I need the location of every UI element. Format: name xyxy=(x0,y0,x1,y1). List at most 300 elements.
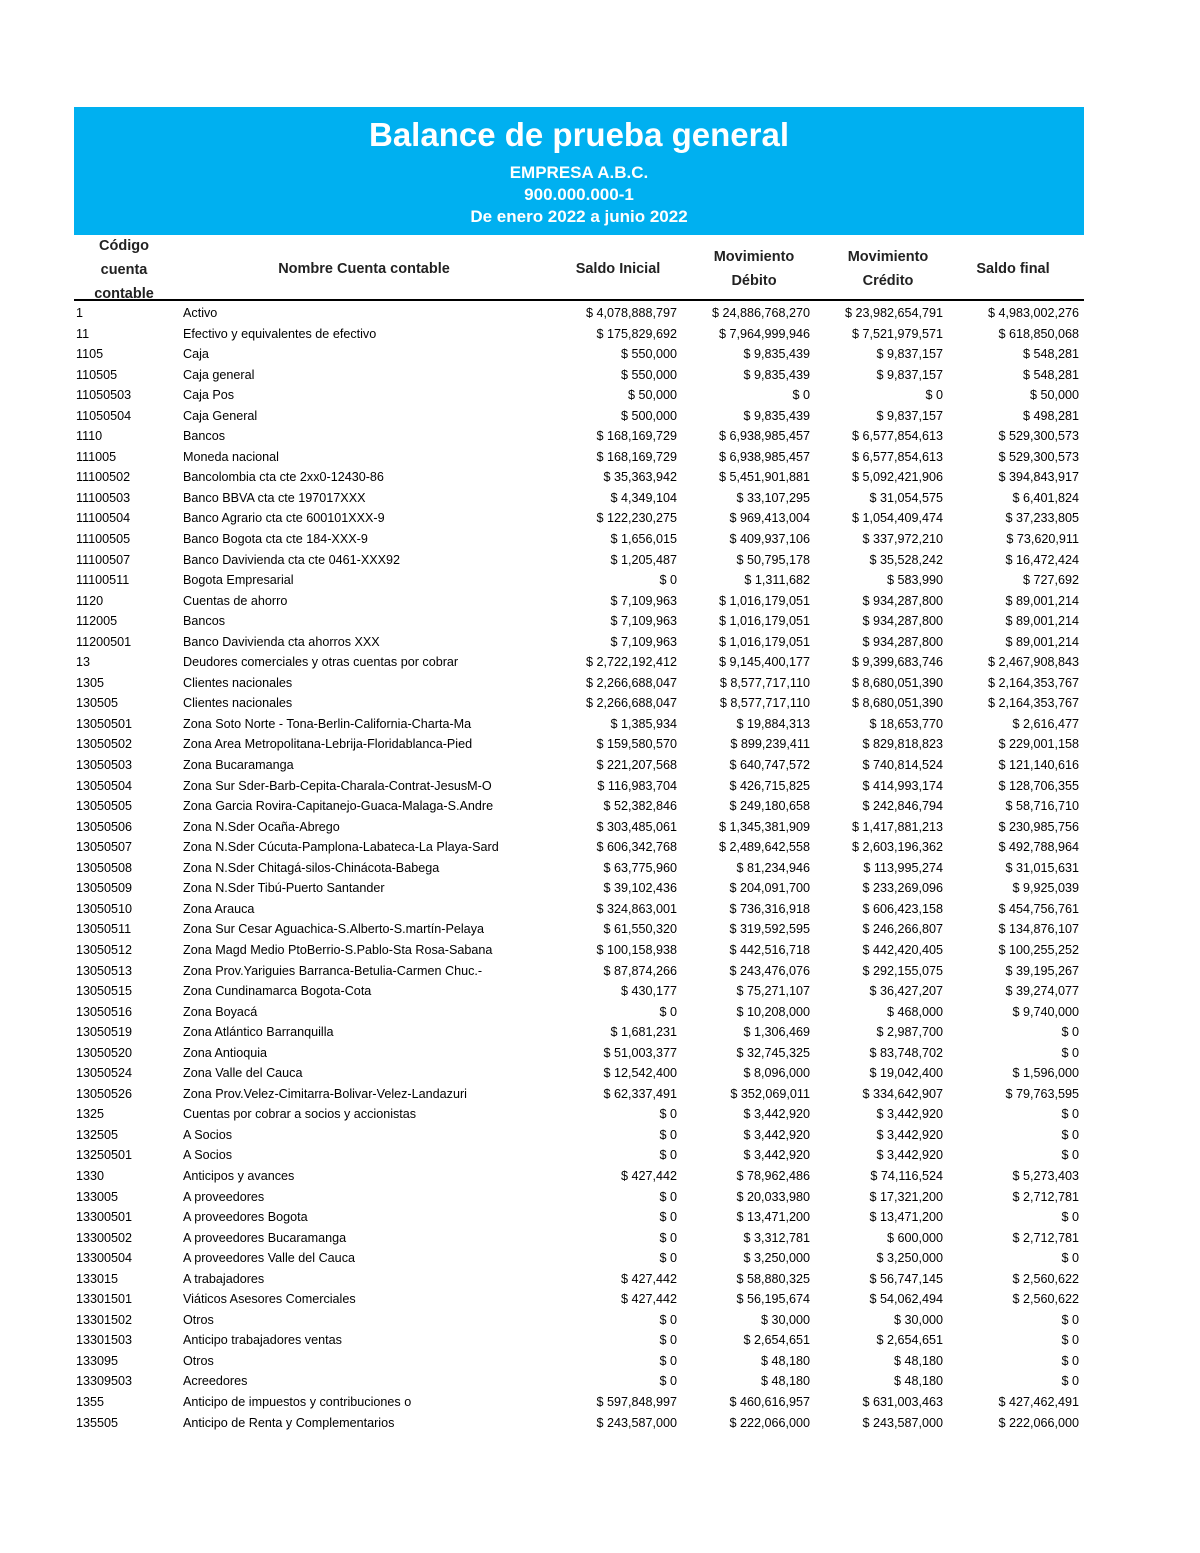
saldo-final: $ 37,233,805 xyxy=(1005,511,1079,526)
saldo-final: $ 529,300,573 xyxy=(998,429,1079,444)
movimiento-debito: $ 409,937,106 xyxy=(729,532,810,547)
saldo-inicial: $ 52,382,846 xyxy=(603,799,677,814)
table-row xyxy=(74,1063,1084,1084)
movimiento-debito: $ 2,489,642,558 xyxy=(718,840,810,855)
account-name: Banco Bogota cta cte 184-XXX-9 xyxy=(183,532,368,547)
account-code: 13300502 xyxy=(76,1230,133,1245)
table-row xyxy=(74,858,1084,879)
account-name: Clientes nacionales xyxy=(183,696,293,711)
movimiento-credito: $ 9,399,683,746 xyxy=(851,655,943,670)
saldo-inicial: $ 100,158,938 xyxy=(596,942,677,957)
saldo-final: $ 58,716,710 xyxy=(1005,799,1079,814)
saldo-inicial: $ 7,109,963 xyxy=(610,593,677,608)
saldo-inicial: $ 0 xyxy=(659,1107,677,1122)
saldo-final: $ 2,164,353,767 xyxy=(987,675,1079,690)
movimiento-debito: $ 10,208,000 xyxy=(736,1004,810,1019)
account-code: 13050503 xyxy=(76,758,133,773)
movimiento-debito: $ 5,451,901,881 xyxy=(718,470,810,485)
account-name: Zona N.Sder Chitagá-silos-Chinácota-Babega xyxy=(183,860,440,875)
saldo-inicial: $ 606,342,768 xyxy=(596,840,677,855)
movimiento-credito: $ 17,321,200 xyxy=(869,1189,943,1204)
movimiento-debito: $ 243,476,076 xyxy=(729,963,810,978)
saldo-final: $ 0 xyxy=(1061,1312,1079,1327)
saldo-final: $ 2,560,622 xyxy=(1012,1292,1079,1307)
account-name: Bancos xyxy=(183,429,226,444)
saldo-inicial: $ 0 xyxy=(659,1230,677,1245)
saldo-inicial: $ 2,722,192,412 xyxy=(585,655,677,670)
account-name: Acreedores xyxy=(183,1374,248,1389)
saldo-final: $ 100,255,252 xyxy=(998,942,1079,957)
table-row xyxy=(74,1248,1084,1269)
table-row xyxy=(74,673,1084,694)
saldo-final: $ 0 xyxy=(1061,1148,1079,1163)
movimiento-credito: $ 3,250,000 xyxy=(876,1251,943,1266)
account-name: Zona Boyacá xyxy=(183,1004,258,1019)
account-code: 13050502 xyxy=(76,737,133,752)
account-code: 11100503 xyxy=(76,490,131,505)
account-code: 13301501 xyxy=(76,1292,133,1307)
account-code: 13050516 xyxy=(76,1004,133,1019)
movimiento-credito: $ 3,442,920 xyxy=(876,1148,943,1163)
table-row xyxy=(74,940,1084,961)
movimiento-debito: $ 1,016,179,051 xyxy=(718,634,810,649)
movimiento-credito: $ 1,417,881,213 xyxy=(851,819,943,834)
table-row xyxy=(74,1084,1084,1105)
table-row xyxy=(74,426,1084,447)
account-name: Zona Soto Norte - Tona-Berlin-California-Charta-Ma xyxy=(183,716,472,731)
account-code: 1330 xyxy=(76,1168,105,1183)
column-header-saldo-inicial: Saldo Inicial xyxy=(575,261,661,277)
saldo-final: $ 2,616,477 xyxy=(1012,716,1079,731)
account-code: 13050504 xyxy=(76,778,133,793)
movimiento-debito: $ 13,471,200 xyxy=(736,1210,810,1225)
column-header-movimiento-credito-line1: Movimiento xyxy=(847,249,929,265)
table-row xyxy=(74,981,1084,1002)
movimiento-debito: $ 3,250,000 xyxy=(743,1251,810,1266)
movimiento-credito: $ 631,003,463 xyxy=(862,1394,943,1409)
table-row xyxy=(74,591,1084,612)
movimiento-credito: $ 243,587,000 xyxy=(862,1415,943,1430)
account-name: A Socios xyxy=(183,1148,233,1163)
table-row xyxy=(74,1351,1084,1372)
table-row xyxy=(74,467,1084,488)
account-name: Banco BBVA cta cte 197017XXX xyxy=(183,490,366,505)
saldo-final: $ 89,001,214 xyxy=(1005,593,1079,608)
saldo-final: $ 9,740,000 xyxy=(1012,1004,1079,1019)
movimiento-credito: $ 442,420,405 xyxy=(862,942,943,957)
movimiento-credito: $ 934,287,800 xyxy=(862,634,943,649)
table-row xyxy=(74,1166,1084,1187)
saldo-final: $ 394,843,917 xyxy=(998,470,1079,485)
column-header-movimiento-debito xyxy=(684,245,824,293)
account-code: 1120 xyxy=(76,593,104,608)
movimiento-credito: $ 292,155,075 xyxy=(862,963,943,978)
table-row xyxy=(74,303,1084,324)
account-name: Zona Sur Cesar Aguachica-S.Alberto-S.martín-Pelaya xyxy=(183,922,484,937)
account-code: 13050508 xyxy=(76,860,133,875)
saldo-final: $ 2,560,622 xyxy=(1012,1271,1079,1286)
movimiento-credito: $ 242,846,794 xyxy=(862,799,943,814)
saldo-inicial: $ 1,656,015 xyxy=(610,532,677,547)
saldo-final: $ 9,925,039 xyxy=(1012,881,1079,896)
account-code: 1105 xyxy=(76,347,104,362)
column-header-code xyxy=(74,234,174,306)
saldo-final: $ 1,596,000 xyxy=(1012,1066,1079,1081)
account-code: 13050519 xyxy=(76,1025,133,1040)
saldo-final: $ 2,712,781 xyxy=(1012,1189,1079,1204)
movimiento-debito: $ 442,516,718 xyxy=(729,942,810,957)
saldo-final: $ 548,281 xyxy=(1022,347,1079,362)
table-row xyxy=(74,652,1084,673)
account-code: 11050504 xyxy=(76,408,132,423)
saldo-final: $ 0 xyxy=(1061,1127,1079,1142)
table-row xyxy=(74,1002,1084,1023)
saldo-final: $ 0 xyxy=(1061,1210,1079,1225)
account-name: Anticipo de impuestos y contribuciones o xyxy=(183,1394,412,1409)
saldo-inicial: $ 4,078,888,797 xyxy=(585,306,677,320)
saldo-final: $ 4,983,002,276 xyxy=(987,306,1079,320)
account-name: Otros xyxy=(183,1312,214,1327)
movimiento-debito: $ 48,180 xyxy=(760,1374,810,1389)
saldo-inicial: $ 0 xyxy=(659,1374,677,1389)
table-row xyxy=(74,693,1084,714)
saldo-inicial: $ 427,442 xyxy=(620,1292,677,1307)
account-code: 1355 xyxy=(76,1394,105,1409)
account-code: 13050513 xyxy=(76,963,133,978)
movimiento-debito: $ 3,442,920 xyxy=(743,1127,810,1142)
movimiento-debito: $ 426,715,825 xyxy=(729,778,810,793)
table-row xyxy=(74,899,1084,920)
saldo-inicial: $ 550,000 xyxy=(620,347,677,362)
account-code: 11100507 xyxy=(76,552,131,567)
movimiento-credito: $ 9,837,157 xyxy=(876,367,943,382)
movimiento-credito: $ 23,982,654,791 xyxy=(844,306,943,320)
saldo-inicial: $ 168,169,729 xyxy=(596,429,677,444)
table-row xyxy=(74,550,1084,571)
movimiento-credito: $ 6,577,854,613 xyxy=(851,429,943,444)
account-name: Banco Davivienda cta ahorros XXX xyxy=(183,634,380,649)
account-code: 130505 xyxy=(76,696,119,711)
table-row xyxy=(74,796,1084,817)
table-row xyxy=(74,734,1084,755)
account-name: Zona Prov.Yariguies Barranca-Betulia-Carmen Chuc.- xyxy=(183,963,483,978)
column-header-saldo-final: Saldo final xyxy=(976,261,1050,277)
movimiento-debito: $ 30,000 xyxy=(760,1312,810,1327)
saldo-inicial: $ 87,874,266 xyxy=(603,963,677,978)
saldo-inicial: $ 159,580,570 xyxy=(596,737,677,752)
account-name: Bancolombia cta cte 2xx0-12430-86 xyxy=(183,470,384,485)
table-row xyxy=(74,385,1084,406)
account-name: Bogota Empresarial xyxy=(183,573,294,588)
account-code: 13050515 xyxy=(76,984,133,999)
account-code: 13050501 xyxy=(76,716,133,731)
movimiento-debito: $ 9,145,400,177 xyxy=(718,655,810,670)
movimiento-credito: $ 48,180 xyxy=(893,1374,943,1389)
account-code: 13300501 xyxy=(76,1210,133,1225)
movimiento-debito: $ 969,413,004 xyxy=(729,511,810,526)
company-name: EMPRESA A.B.C. xyxy=(509,163,649,182)
movimiento-credito: $ 468,000 xyxy=(886,1004,943,1019)
saldo-final: $ 230,985,756 xyxy=(998,819,1079,834)
saldo-inicial: $ 0 xyxy=(659,573,677,588)
saldo-inicial: $ 175,829,692 xyxy=(596,326,677,341)
movimiento-debito: $ 249,180,658 xyxy=(729,799,810,814)
saldo-inicial: $ 7,109,963 xyxy=(610,634,677,649)
movimiento-debito: $ 48,180 xyxy=(760,1353,810,1368)
saldo-final: $ 529,300,573 xyxy=(998,449,1079,464)
table-row xyxy=(74,1269,1084,1290)
table-row xyxy=(74,714,1084,735)
movimiento-debito: $ 3,312,781 xyxy=(743,1230,810,1245)
table-row xyxy=(74,632,1084,653)
account-name: A Socios xyxy=(183,1127,233,1142)
movimiento-debito: $ 736,316,918 xyxy=(729,901,810,916)
movimiento-credito: $ 829,818,823 xyxy=(862,737,943,752)
saldo-inicial: $ 62,337,491 xyxy=(603,1086,677,1101)
account-name: Zona Bucaramanga xyxy=(183,758,294,773)
saldo-final: $ 454,756,761 xyxy=(998,901,1079,916)
account-name: Zona Arauca xyxy=(183,901,255,916)
account-code: 11100511 xyxy=(76,573,130,588)
account-name: Deudores comerciales y otras cuentas por cobrar xyxy=(183,655,459,670)
saldo-final: $ 0 xyxy=(1061,1353,1079,1368)
table-row xyxy=(74,1371,1084,1392)
saldo-inicial: $ 61,550,320 xyxy=(603,922,677,937)
account-name: Zona Garcia Rovira-Capitanejo-Guaca-Malaga-S.Andre xyxy=(183,799,494,814)
account-name: Otros xyxy=(183,1353,214,1368)
account-name: A proveedores Valle del Cauca xyxy=(183,1251,355,1266)
account-code: 133095 xyxy=(76,1353,119,1368)
account-code: 13309503 xyxy=(76,1374,133,1389)
movimiento-debito: $ 50,795,178 xyxy=(736,552,810,567)
movimiento-credito: $ 6,577,854,613 xyxy=(851,449,943,464)
movimiento-debito: $ 8,577,717,110 xyxy=(719,696,810,711)
movimiento-credito: $ 113,995,274 xyxy=(863,860,943,875)
account-code: 11200501 xyxy=(76,634,132,649)
saldo-final: $ 0 xyxy=(1061,1107,1079,1122)
movimiento-debito: $ 460,616,957 xyxy=(729,1394,810,1409)
saldo-final: $ 2,164,353,767 xyxy=(987,696,1079,711)
column-header-code-line3: contable xyxy=(94,286,154,302)
movimiento-credito: $ 2,654,651 xyxy=(876,1333,943,1348)
movimiento-debito: $ 78,962,486 xyxy=(736,1168,810,1183)
account-name: Caja general xyxy=(183,367,255,382)
movimiento-credito: $ 246,266,807 xyxy=(862,922,943,937)
account-name: Zona Sur Sder-Barb-Cepita-Charala-Contrat-JesusM-O xyxy=(183,778,492,793)
movimiento-debito: $ 33,107,295 xyxy=(736,490,810,505)
movimiento-credito: $ 5,092,421,906 xyxy=(851,470,943,485)
account-code: 13050510 xyxy=(76,901,133,916)
account-name: Banco Agrario cta cte 600101XXX-9 xyxy=(183,511,385,526)
movimiento-debito: $ 640,747,572 xyxy=(729,758,810,773)
movimiento-credito: $ 600,000 xyxy=(886,1230,943,1245)
saldo-final: $ 6,401,824 xyxy=(1012,490,1079,505)
account-code: 133005 xyxy=(76,1189,119,1204)
saldo-final: $ 0 xyxy=(1061,1374,1079,1389)
movimiento-debito: $ 2,654,651 xyxy=(743,1333,810,1348)
movimiento-credito: $ 9,837,157 xyxy=(876,408,943,423)
movimiento-credito: $ 54,062,494 xyxy=(869,1292,943,1307)
movimiento-credito: $ 934,287,800 xyxy=(862,593,943,608)
account-code: 133015 xyxy=(76,1271,119,1286)
movimiento-debito: $ 9,835,439 xyxy=(743,408,810,423)
account-name: Clientes nacionales xyxy=(183,675,293,690)
account-name: Zona N.Sder Cúcuta-Pamplona-Labateca-La Playa-Sard xyxy=(183,840,499,855)
table-row xyxy=(74,1145,1084,1166)
movimiento-credito: $ 56,747,145 xyxy=(869,1271,943,1286)
table-row xyxy=(74,488,1084,509)
table-row xyxy=(74,406,1084,427)
account-code: 13050512 xyxy=(76,942,133,957)
movimiento-credito: $ 83,748,702 xyxy=(869,1045,943,1060)
saldo-final: $ 73,620,911 xyxy=(1006,532,1079,547)
movimiento-debito: $ 899,239,411 xyxy=(730,737,810,752)
account-code: 132505 xyxy=(76,1127,119,1142)
movimiento-credito: $ 337,972,210 xyxy=(862,532,943,547)
saldo-inicial: $ 0 xyxy=(659,1210,677,1225)
saldo-final: $ 2,467,908,843 xyxy=(987,655,1079,670)
table-row xyxy=(74,1310,1084,1331)
saldo-inicial: $ 500,000 xyxy=(620,408,677,423)
movimiento-credito: $ 8,680,051,390 xyxy=(851,696,943,711)
account-code: 13250501 xyxy=(76,1148,133,1163)
saldo-inicial: $ 51,003,377 xyxy=(603,1045,677,1060)
saldo-final: $ 39,274,077 xyxy=(1005,984,1079,999)
saldo-final: $ 2,712,781 xyxy=(1012,1230,1079,1245)
movimiento-debito: $ 19,884,313 xyxy=(736,716,810,731)
movimiento-credito: $ 19,042,400 xyxy=(869,1066,943,1081)
account-code: 135505 xyxy=(76,1415,119,1430)
saldo-inicial: $ 2,266,688,047 xyxy=(585,696,677,711)
movimiento-debito: $ 0 xyxy=(792,388,810,403)
account-name: Cuentas por cobrar a socios y accionistas xyxy=(183,1107,417,1122)
saldo-inicial: $ 221,207,568 xyxy=(596,758,677,773)
saldo-final: $ 618,850,068 xyxy=(998,326,1079,341)
saldo-inicial: $ 7,109,963 xyxy=(610,614,677,629)
saldo-final: $ 39,195,267 xyxy=(1005,963,1079,978)
account-code: 13050505 xyxy=(76,799,133,814)
saldo-inicial: $ 116,983,704 xyxy=(597,778,677,793)
table-row xyxy=(74,365,1084,386)
account-code: 13050526 xyxy=(76,1086,133,1101)
movimiento-debito: $ 3,442,920 xyxy=(743,1107,810,1122)
account-name: A trabajadores xyxy=(183,1271,265,1286)
movimiento-debito: $ 6,938,985,457 xyxy=(718,449,810,464)
account-name: Viáticos Asesores Comerciales xyxy=(183,1292,356,1307)
saldo-final: $ 79,763,595 xyxy=(1005,1086,1079,1101)
movimiento-credito: $ 7,521,979,571 xyxy=(851,326,943,341)
table-row xyxy=(74,776,1084,797)
saldo-inicial: $ 4,349,104 xyxy=(610,490,677,505)
account-code: 1110 xyxy=(76,429,103,444)
movimiento-debito: $ 9,835,439 xyxy=(743,367,810,382)
saldo-final: $ 16,472,424 xyxy=(1005,552,1079,567)
movimiento-credito: $ 8,680,051,390 xyxy=(851,675,943,690)
movimiento-credito: $ 583,990 xyxy=(886,573,943,588)
movimiento-debito: $ 56,195,674 xyxy=(736,1292,810,1307)
movimiento-credito: $ 3,442,920 xyxy=(876,1127,943,1142)
movimiento-debito: $ 319,592,595 xyxy=(729,922,810,937)
saldo-final: $ 727,692 xyxy=(1022,573,1079,588)
saldo-inicial: $ 2,266,688,047 xyxy=(585,675,677,690)
account-name: A proveedores Bucaramanga xyxy=(183,1230,347,1245)
saldo-inicial: $ 243,587,000 xyxy=(596,1415,677,1430)
account-name: Activo xyxy=(183,306,218,320)
account-name: Bancos xyxy=(183,614,226,629)
account-code: 11 xyxy=(76,326,90,341)
account-code: 13050524 xyxy=(76,1066,133,1081)
movimiento-credito: $ 334,642,907 xyxy=(862,1086,943,1101)
saldo-inicial: $ 1,681,231 xyxy=(610,1025,677,1040)
account-name: Anticipo de Renta y Complementarios xyxy=(183,1415,395,1430)
account-name: Caja xyxy=(183,347,209,362)
table-row xyxy=(74,1207,1084,1228)
table-row xyxy=(74,961,1084,982)
movimiento-credito: $ 0 xyxy=(925,388,943,403)
saldo-inicial: $ 1,385,934 xyxy=(610,716,677,731)
movimiento-credito: $ 35,528,242 xyxy=(869,552,943,567)
movimiento-debito: $ 8,096,000 xyxy=(743,1066,810,1081)
account-name: Zona N.Sder Tibú-Puerto Santander xyxy=(183,881,385,896)
movimiento-debito: $ 75,271,107 xyxy=(736,984,810,999)
table-row xyxy=(74,529,1084,550)
company-nit: 900.000.000-1 xyxy=(524,185,634,204)
movimiento-debito: $ 1,345,381,909 xyxy=(718,819,810,834)
account-code: 1 xyxy=(76,306,84,320)
movimiento-debito: $ 1,016,179,051 xyxy=(718,614,810,629)
movimiento-credito: $ 74,116,524 xyxy=(870,1168,943,1183)
movimiento-debito: $ 20,033,980 xyxy=(736,1189,810,1204)
saldo-inicial: $ 427,442 xyxy=(620,1168,677,1183)
account-code: 13050511 xyxy=(76,922,132,937)
saldo-final: $ 427,462,491 xyxy=(998,1394,1079,1409)
account-table-body xyxy=(74,303,1084,1433)
table-row xyxy=(74,1187,1084,1208)
report-header-banner xyxy=(74,107,1084,235)
column-header-movimiento-credito-line2: Crédito xyxy=(862,273,914,289)
account-code: 11050503 xyxy=(76,388,132,403)
table-row xyxy=(74,570,1084,591)
saldo-inicial: $ 0 xyxy=(659,1251,677,1266)
account-name: Caja General xyxy=(183,408,258,423)
saldo-inicial: $ 122,230,275 xyxy=(596,511,677,526)
saldo-final: $ 50,000 xyxy=(1029,388,1079,403)
saldo-inicial: $ 0 xyxy=(659,1004,677,1019)
table-row xyxy=(74,919,1084,940)
movimiento-credito: $ 934,287,800 xyxy=(862,614,943,629)
table-row xyxy=(74,878,1084,899)
saldo-inicial: $ 0 xyxy=(659,1148,677,1163)
movimiento-debito: $ 7,964,999,946 xyxy=(718,326,810,341)
movimiento-credito: $ 233,269,096 xyxy=(862,881,943,896)
movimiento-credito: $ 9,837,157 xyxy=(876,347,943,362)
saldo-final: $ 128,706,355 xyxy=(998,778,1079,793)
saldo-inicial: $ 303,485,061 xyxy=(596,819,677,834)
movimiento-credito: $ 48,180 xyxy=(893,1353,943,1368)
account-code: 13050506 xyxy=(76,819,133,834)
saldo-final: $ 0 xyxy=(1061,1251,1079,1266)
account-name: Moneda nacional xyxy=(183,449,279,464)
table-row xyxy=(74,508,1084,529)
account-name: Zona Antioquia xyxy=(183,1045,268,1060)
account-name: Anticipos y avances xyxy=(183,1168,295,1183)
table-row xyxy=(74,611,1084,632)
report-title: Balance de prueba general xyxy=(369,116,789,153)
account-code: 13300504 xyxy=(76,1251,133,1266)
column-header-name: Nombre Cuenta contable xyxy=(278,261,450,277)
saldo-final: $ 548,281 xyxy=(1022,367,1079,382)
table-row xyxy=(74,1413,1084,1434)
